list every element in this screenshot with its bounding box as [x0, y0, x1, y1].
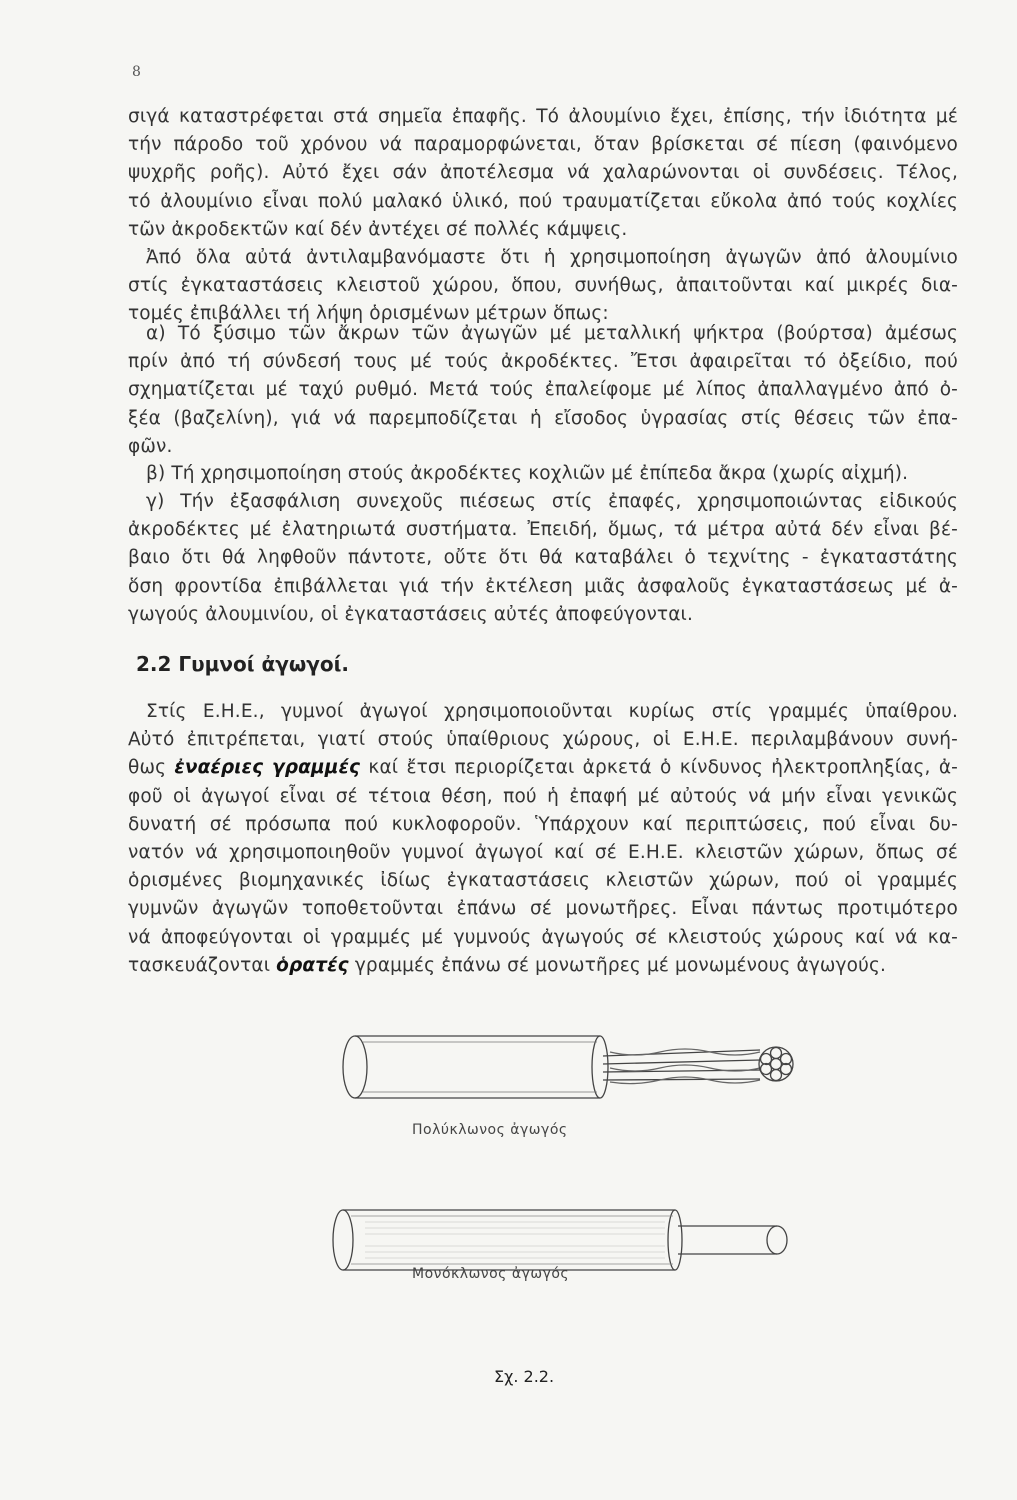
text-line: βαιο ὅτι θά ληφθοῦν πάντοτε, οὔτε ὅτι θά καταβάλει ὁ τεχνίτης - ἐγκαταστάτης [128, 547, 958, 569]
text-span: γραμμές ἐπάνω σέ μονωτῆρες μέ μονωμένους ἀγωγούς. [348, 954, 887, 976]
text-line: ὅση φροντίδα ἐπιβάλλεται γιά τήν ἐκτέλεση μιᾶς ἀσφαλοῦς ἐγκαταστάσεως μέ ἀ- [128, 575, 958, 597]
wire-strands [603, 1049, 760, 1084]
text-line: ψυχρῆς ροῆς). Αὐτό ἔχει σάν ἀποτέλεσμα νά χαλαρώνονται οἱ συνδέσεις. Τέλος, [128, 162, 958, 184]
text-line: Αὐτό ἐπιτρέπεται, γιατί στούς ὑπαίθριους χώρους, οἱ Ε.Η.Ε. περιλαμβάνουν συνή- [128, 729, 958, 751]
text-line: Ἀπό ὅλα αὐτά ἀντιλαμβανόμαστε ὅτι ἡ χρησιμοποίηση ἀγωγῶν ἀπό ἀλουμίνιο [146, 247, 958, 268]
text-span: τασκευάζονται [128, 954, 277, 976]
text-line: β) Τή χρησιμοποίηση στούς ἀκροδέκτες κοχλιῶν μέ ἐπίπεδα ἄκρα (χωρίς αἰχμή). [146, 463, 909, 484]
text-line: τομές ἐπιβάλλει τή λήψη ὁρισμένων μέτρων ὅπως: [128, 303, 609, 325]
text-line: τό ἀλουμίνιο εἶναι πολύ μαλακό ὑλικό, πού τραυματίζεται εὔκολα ἀπό τούς κοχλίες [128, 190, 958, 212]
text-line: γ) Τήν ἐξασφάλιση συνεχοῦς πιέσεως στίς ἐπαφές, χρησιμοποιώντας εἰδικούς [146, 491, 958, 512]
text-line: γωγούς ἀλουμινίου, οἱ ἐγκαταστάσεις αὐτές ἀποφεύγονται. [128, 603, 694, 625]
text-span: καί ἔτσι περιορίζεται ἀρκετά ὁ κίνδυνος ἠλεκτροπληξίας, ἀ- [360, 757, 958, 779]
text-line: δυνατή σέ πρόσωπα πού κυκλοφοροῦν. Ὑπάρχουν καί περιπτώσεις, πού εἶναι δυ- [128, 813, 958, 835]
text-line: τήν πάροδο τοῦ χρόνου νά παραμορφώνεται, ὅταν βρίσκεται σέ πίεση (φαινόμενο [128, 134, 958, 156]
insulation-cut-end [592, 1036, 608, 1098]
figure-label: Σχ. 2.2. [494, 1367, 555, 1386]
text-line [128, 952, 958, 980]
text-line: Στίς Ε.Η.Ε., γυμνοί ἀγωγοί χρησιμοποιοῦνται κυρίως στίς γραμμές ὑπαίθρου. [146, 701, 958, 722]
insulation-outline [343, 1210, 675, 1270]
insulation-end [333, 1210, 353, 1270]
text-line: ὁρισμένες βιομηχανικές ἰδίως ἐγκαταστάσεις κλειστῶν χώρων, πού οἱ γραμμές [128, 870, 958, 892]
text-line [128, 754, 958, 782]
text-line: σιγά καταστρέφεται στά σημεῖα ἐπαφῆς. Τό ἀλουμίνιο ἔχει, ἐπίσης, τήν ἰδιότητα μέ [128, 106, 958, 127]
text-line: ἀκροδέκτες μέ ἐλατηριωτά συστήματα. Ἐπειδή, ὅμως, τά μέτρα αὐτά δέν εἶναι βέ- [128, 519, 958, 541]
insulation-cut-end [668, 1210, 682, 1270]
section-body [128, 698, 958, 980]
section-heading: 2.2 Γυμνοί ἀγωγοί. [136, 652, 349, 676]
text-line: α) Τό ξύσιμο τῶν ἄκρων τῶν ἀγωγῶν μέ μεταλλική ψήκτρα (βούρτσα) ἀμέσως [146, 323, 958, 344]
text-line: νά ἀποφεύγονται οἱ γραμμές μέ γυμνούς ἀγωγούς σέ κλειστούς χώρους καί νά κα- [128, 926, 958, 948]
page-number: 8 [132, 64, 141, 80]
text-line: νατόν νά χρησιμοποιηθοῦν γυμνοί ἀγωγοί καί σέ Ε.Η.Ε. κλειστῶν χώρων, ὅπως σέ [128, 842, 958, 864]
list-item-c [128, 488, 958, 629]
paragraph-2 [128, 244, 958, 329]
text-line: φοῦ οἱ ἀγωγοί εἶναι σέ τέτοια θέση, πού ἡ ἐπαφή μέ αὐτούς νά μήν εἶναι γενικῶς [128, 785, 958, 807]
paragraph-1 [128, 103, 958, 244]
text-line: γυμνῶν ἀγωγῶν τοποθετοῦνται ἐπάνω σέ μονωτῆρες. Εἶναι πάντως προτιμότερο [128, 898, 958, 920]
text-line: φῶν. [128, 435, 173, 457]
insulation-outline [355, 1036, 600, 1098]
text-line: στίς ἐγκαταστάσεις κλειστοῦ χώρου, ὅπου, συνήθως, ἀπαιτοῦνται καί μικρές δια- [128, 275, 958, 297]
emphasized-term: ὁρατές [276, 954, 349, 976]
emphasized-term: ἐναέριες γραμμές [174, 757, 361, 779]
text-line: ξέα (βαζελίνη), γιά νά παρεμποδίζεται ἡ εἴσοδος ὑγρασίας στίς θέσεις τῶν ἐπα- [128, 407, 958, 429]
text-line: πρίν ἀπό τή σύνδεσή τους μέ τούς ἀκροδέκτες. Ἔτσι ἀφαιρεῖται τό ὀξείδιο, πού [128, 351, 958, 373]
core-end [767, 1226, 787, 1254]
stranded-conductor-illustration [335, 1022, 815, 1112]
list-item-b [128, 460, 958, 488]
text-span: θως [128, 757, 175, 779]
solid-core [678, 1226, 777, 1254]
list-item-a [128, 320, 958, 461]
insulation-end [343, 1036, 367, 1098]
stranded-caption: Πολύκλωνος ἀγωγός [412, 1122, 568, 1138]
solid-caption: Μονόκλωνος ἀγωγός [412, 1266, 570, 1282]
strand-cross-section [759, 1047, 793, 1081]
text-line: σχηματίζεται μέ ταχύ ρυθμό. Μετά τούς ἐπαλείφομε μέ λίπος ἀπαλλαγμένο ἀπό ὀ- [128, 379, 958, 401]
text-line: τῶν ἀκροδεκτῶν καί δέν ἀντέχει σέ πολλές κάμψεις. [128, 218, 628, 240]
